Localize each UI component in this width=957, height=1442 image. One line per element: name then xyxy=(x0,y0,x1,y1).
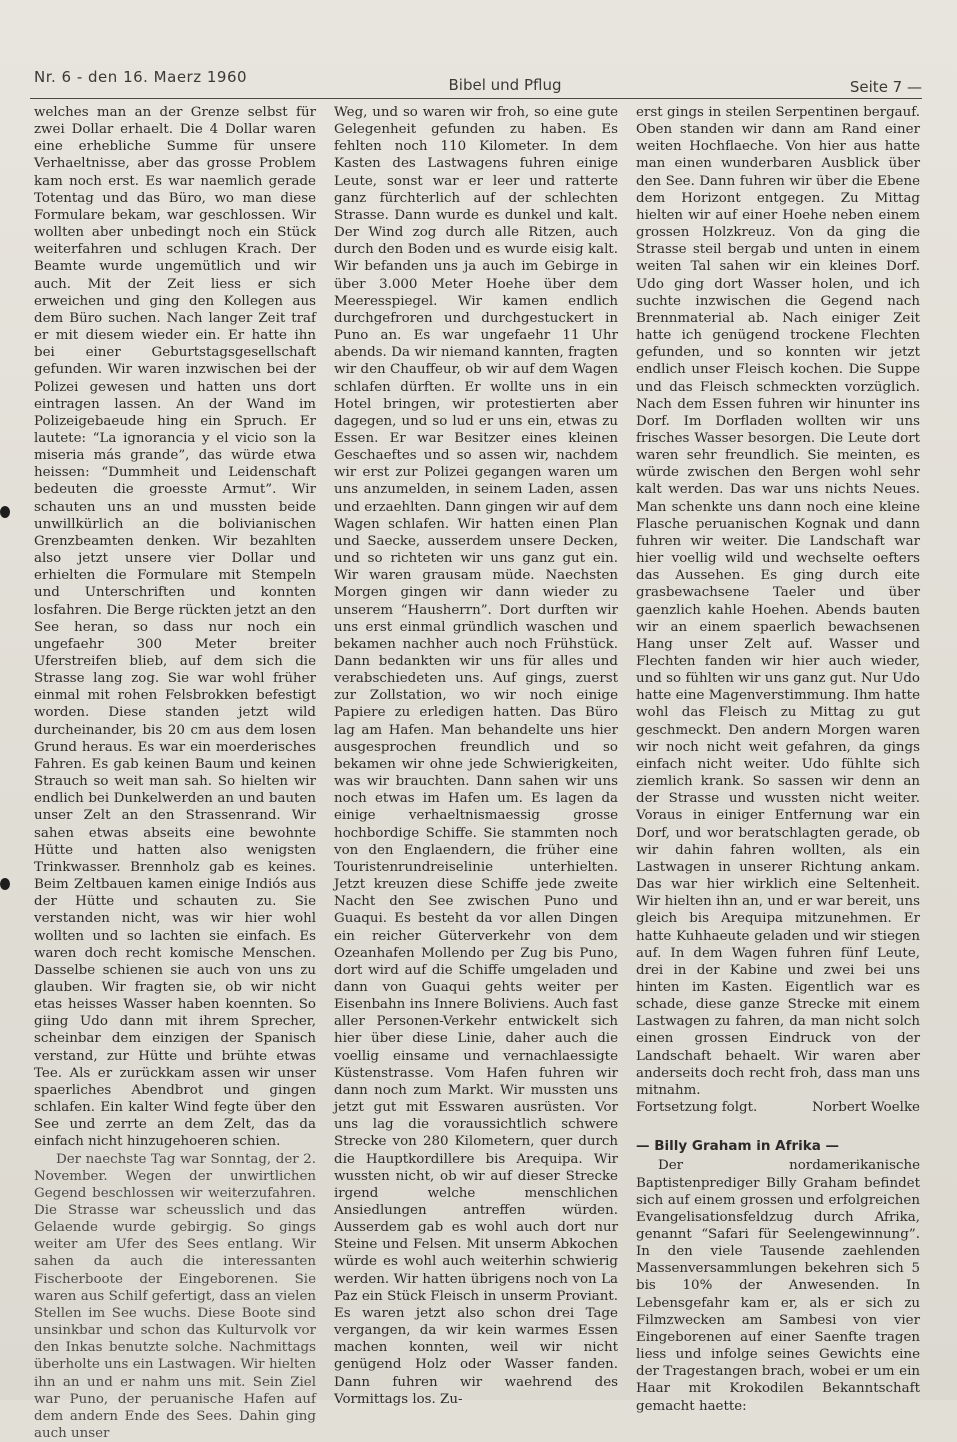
issue-date: Nr. 6 - den 16. Maerz 1960 xyxy=(34,68,248,86)
header-rule xyxy=(30,98,922,99)
masthead: Bibel und Pflug xyxy=(448,76,562,94)
column-3 xyxy=(636,104,920,1415)
page-header xyxy=(30,62,922,102)
binding-hole xyxy=(0,506,10,518)
author-name: Norbert Woelke xyxy=(812,1100,920,1116)
paragraph: erst gings in steilen Serpentinen bergauf. Oben standen wir dann am Rand einer weiten Hochflaeche. Von hier aus hatte man einen wunderbaren Ausblick über den See. Dann fuhren wir über die Ebene dem Horizont entgegen. Zu Mittag hielten wir auf einer Hoehe neben einem grossen Holzkreuz. Von da ging die Strasse steil bergab und unten in einem weiten Tal sahen wir ein kleines Dorf. Udo ging dort Wasser holen, und ich suchte inzwischen die Gegend nach Brennmaterial ab. Nach einiger Zeit hatte ich genügend trockene Flechten gefunden, und so konnten wir jetzt endlich unser Fleisch kochen. Die Suppe und das Fleisch schmeckten vorzüglich. Nach dem Essen fuhren wir hinunter ins Dorf. Im Dorfladen wollten wir uns frisches Wasser besorgen. Die Leute dort waren sehr freundlich. Sie meinten, es würde zwischen den Bergen wohl sehr kalt werden. Das war uns nichts Neues. Man schenkte uns dann noch eine kleine Flasche peruanischen Kognak und dann fuhren wir weiter. Die Landschaft war hier voellig wild und wechselte oefters das Aussehen. Es ging durch eite grasbewachsene Taeler und über gaenzlich kahle Hoehen. Abends bauten wir an einem spaerlich bewachsenen Hang unser Zelt auf. Wasser und Flechten fanden wir hier auch wieder, und so fühlten wir uns ganz gut. Nur Udo hatte eine Magenverstimmung. Ihm hatte wohl das Fleisch zu Mittag zu gut geschmeckt. Den andern Morgen waren wir noch nicht weit gefahren, da gings einfach nicht weiter. Udo fühlte sich ziemlich krank. So sassen wir denn an der Strasse und wussten nicht weiter. Voraus in einiger Entfernung war ein Dorf, und wor beratschlagten gerade, ob wir dahin fahren wollten, als ein Lastwagen in unserer Richtung ankam. Das war hier wirklich eine Seltenheit. Wir hielten ihn an, und er war bereit, uns gleich bis Arequipa mitzunehmen. Er hatte Kuhhaeute geladen und wir stiegen auf. In dem Wagen fuhren fünf Leute, drei in der Kabine und zwei bei uns hinten im Kasten. Eigentlich war es schade, diese ganze Strecke mit einem Lastwagen zu fahren, da man nicht solch einen grossen Eindruck von der Landschaft behaelt. Wir waren aber anderseits doch recht froh, dass man uns mitnahm. xyxy=(636,105,920,1098)
column-2 xyxy=(334,104,618,1408)
continuation-note: Fortsetzung folgt. xyxy=(636,1100,758,1116)
page-number: Seite 7 — xyxy=(849,78,922,96)
paragraph: Weg, und so waren wir froh, so eine gute Gelegenheit gefunden zu haben. Es fehlten noch 110 Kilometer. In dem Kasten des Lastwagens fuhren einige Leute, sonst war er leer und ratterte ganz fürchterlich auf der schlechten Strasse. Dann wurde es dunkel und kalt. Der Wind zog durch alle Ritzen, auch durch den Boden und es wurde eisig kalt. Wir befanden uns ja auch im Gebirge in über 3.000 Meter Hoehe über dem Meeresspiegel. Wir kamen endlich durchgefroren und durchgestuckert in Puno an. Es war ungefaehr 11 Uhr abends. Da wir niemand kannten, fragten wir den Chauffeur, ob wir auf dem Wagen schlafen dürften. Er wollte uns in ein Hotel bringen, wir protestierten aber dagegen, und so lud er uns ein, etwas zu Essen. Er war Besitzer eines kleinen Geschaeftes und so assen wir, nachdem wir erst zur Polizei gegangen waren um uns anzumelden, in seinem Laden, assen und erzaehlten. Dann gingen wir auf dem Wagen schlafen. Wir hatten einen Plan und Saecke, ausserdem unsere Decken, und so richteten wir uns ganz gut ein. Wir waren grausam müde. Naechsten Morgen gingen wir dann wieder zu unserem “Hausherrn”. Dort durften wir uns erst einmal gründlich waschen und bekamen nachher auch noch Frühstück. Dann bedankten wir uns für alles und verabschiedeten uns. Auf gings, zuerst zur Zollstation, wo wir noch einige Papiere zu erledigen hatten. Das Büro lag am Hafen. Man behandelte uns hier ausgesprochen freundlich und so bekamen wir ohne jede Schwierigkeiten, was wir brauchten. Dann sahen wir uns noch etwas im Hafen um. Es lagen da einige verhaeltnismaessig grosse hochbordige Schiffe. Sie stammten noch von den Englaendern, die früher eine Touristenrundreiselinie unterhielten. Jetzt kreuzen diese Schiffe jede zweite Nacht den See zwischen Puno und Guaqui. Es besteht da vor allen Dingen ein reicher Güterverkehr von dem Ozeanhafen Mollendo per Zug bis Puno, dort wird auf die Schiffe umgeladen und dann von Guaqui gehts weiter per Eisenbahn ins Innere Boliviens. Auch fast aller Personen-Verkehr entwickelt sich hier über diese Linie, daher auch die voellig einsame und vernachlaessigte Küstenstrasse. Vom Hafen fuhren wir dann noch zum Markt. Wir mussten uns jetzt gut mit Esswaren ausrüsten. Vor uns lag die voraussichtlich schwere Strecke von 280 Kilometern, quer durch die Hauptkordillere bis Arequipa. Wir wussten nicht, ob wir auf dieser Strecke irgend welche menschlichen Ansiedlungen antreffen würden. Ausserdem gab es wohl auch dort nur Steine und Felsen. Mit unserm Abkochen würde es wohl auch weiterhin schwierig werden. Wir hatten übrigens noch von La Paz ein Stück Fleisch in unserm Proviant. Es waren jetzt also schon drei Tage vergangen, da wir kein warmes Essen machen konnten, weil wir nicht genügend Holz oder Wasser fanden. Dann fuhren wir waehrend des Vormittags los. Zu- xyxy=(334,105,618,1407)
binding-hole xyxy=(0,878,10,890)
article-title: — Billy Graham in Afrika — xyxy=(636,1138,840,1155)
paragraph: Der naechste Tag war Sonntag, der 2. November. Wegen der unwirtlichen Gegend beschlossen wir weiterzufahren. Die Strasse war scheusslich und das Gelaende wurde gebirgig. So gings weiter am Ufer des Sees entlang. Wir sahen da auch die interessanten Fischerboote der Eingeborenen. Sie waren aus Schilf gefertigt, dass an vielen Stellen im See wuchs. Diese Boote sind unsinkbar und schon das Kulturvolk vor den Inkas benutzte solche. Nachmittags überholte uns ein Lastwagen. Wir hielten ihn an und er nahm uns mit. Sein Ziel war Puno, der peruanische Hafen auf dem andern Ende des Sees. Dahin ging auch unser xyxy=(34,1151,316,1442)
column-1 xyxy=(34,104,316,1442)
paragraph: welches man an der Grenze selbst für zwei Dollar erhaelt. Die 4 Dollar waren eine erhebliche Summe für unsere Verhaeltnisse, aber das grosse Problem kam noch erst. Es war naemlich gerade Totentag und das Büro, wo man diese Formulare bekam, war geschlossen. Wir wollten aber unbedingt noch ein Stück weiterfahren und schlugen Krach. Der Beamte wurde ungemütlich und wir auch. Mit der Zeit liess er sich erweichen und ging den Kollegen aus dem Büro suchen. Nach langer Zeit traf er mit diesem wieder ein. Er hatte ihn bei einer Geburtstagsgesellschaft gefunden. Wir waren inzwischen bei der Polizei gewesen und hatten uns dort eintragen lassen. An der Wand im Polizeigebaeude hing ein Spruch. Er lautete: “La ignorancia y el vicio son la miseria más grande”, das würde etwa heissen: “Dummheit und Leidenschaft bedeuten die groesste Armut”. Wir schauten uns an und mussten beide unwillkürlich an die bolivianischen Grenzbeamten denken. Wir bezahlten also jetzt unsere vier Dollar und erhielten die Formulare mit Stempeln und Unterschriften und konnten losfahren. Die Berge rückten jetzt an den See heran, so dass nur noch ein ungefaehr 300 Meter breiter Uferstreifen blieb, auf dem sich die Strasse lang zog. Sie war wohl früher einmal mit rohen Felsbrokken befestigt worden. Diese standen jetzt wild durcheinander, bis 20 cm aus dem losen Grund heraus. Es war ein moerderisches Fahren. Es gab keinen Baum und keinen Strauch so weit man sah. So hielten wir endlich bei Dunkelwerden an und bauten unser Zelt an den Strassenrand. Wir sahen etwas abseits eine bewohnte Hütte und hatten also wenigsten Trinkwasser. Brennholz gab es keines. Beim Zeltbauen kamen einige Indiós aus der Hütte und schauten zu. Sie verstanden nicht, was wir hier wohl wollten und so lachten sie einfach. Es waren doch recht komische Menschen. Dasselbe schienen sie auch von uns zu glauben. Wir fragten sie, ob wir nicht etas heisses Wasser haben koennten. So giing Udo dann mit ihrem Sprecher, scheinbar dem einzigen der Spanisch verstand, zur Hütte und brühte etwas Tee. Als er zurückkam assen wir unser spaerliches Abendbrot und gingen schlafen. Ein kalter Wind fegte über den See und zerrte an dem Zelt, das da einfach nicht hinzugehoeren schien. xyxy=(34,105,316,1150)
article-signoff xyxy=(636,1099,920,1116)
paragraph: Der nordamerikanische Baptistenprediger Billy Graham befindet sich auf einem grossen und erfolgreichen Evangelisationsfeldzug durch Afrika, genannt “Safari für Seelengewinnung”. In den viele Tausende zaehlenden Massenversammlungen bekehren sich 5 bis 10% der Anwesenden. In Lebensgefahr kam er, als er sich zu Filmzwecken am Sambesi von vier Eingeborenen auf einer Saenfte tragen liess und infolge seines Gewichts eine der Tragestangen brach, wobei er um ein Haar mit Krokodilen Bekanntschaft gemacht haette: xyxy=(636,1158,920,1414)
